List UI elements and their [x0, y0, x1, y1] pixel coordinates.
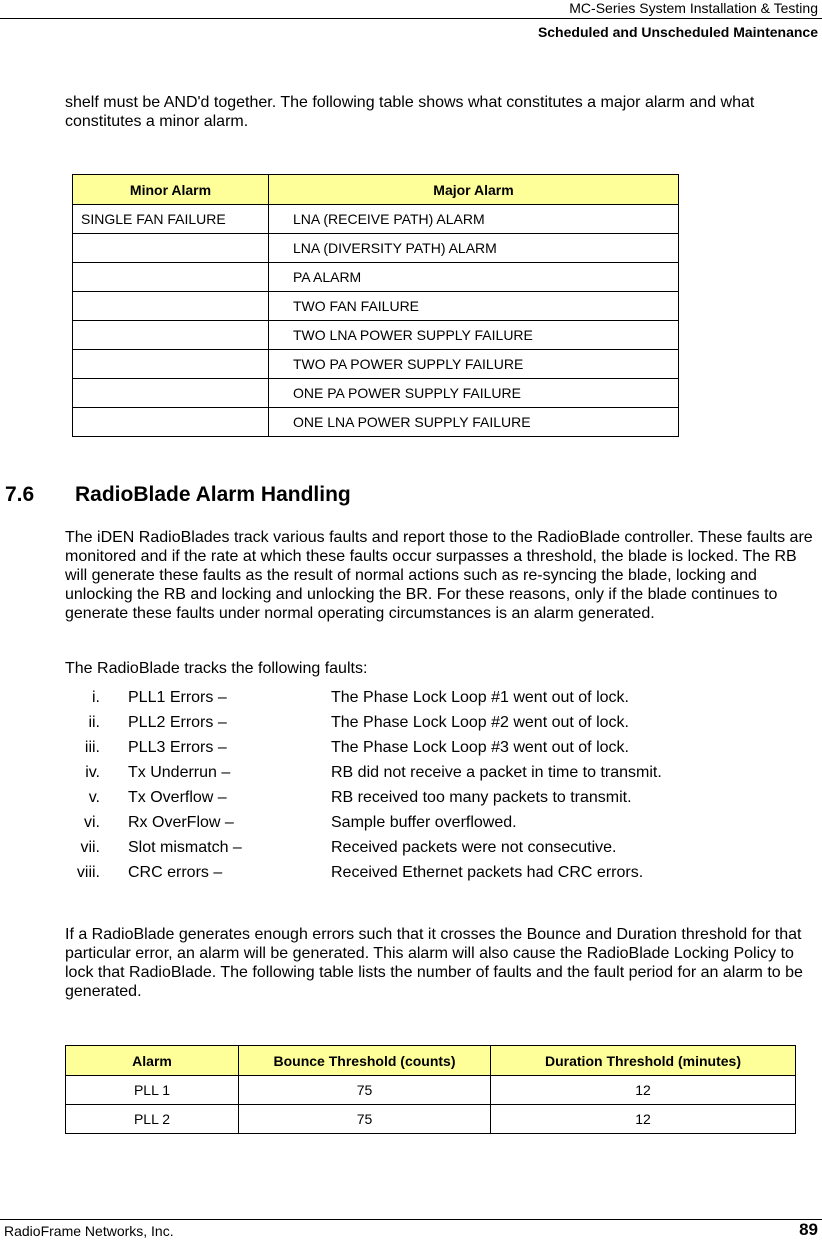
- body-paragraph: The iDEN RadioBlades track various faults and report those to the RadioBlade controller. These faults are monitored and if the rate at which these faults occur surpasses a threshold, the blade is locked. The RB will generate these faults as the result of normal actions such as re-syncing the blade, locking and unlocking the RB and locking and unlocking the BR. For these reasons, only if the blade continues to generate these faults under normal operating circumstances is an alarm generated.: [65, 529, 813, 622]
- table-cell: LNA (DIVERSITY PATH) ALARM: [269, 234, 679, 263]
- table-header-row: [73, 175, 679, 205]
- section-heading: [5, 483, 351, 507]
- intro-paragraph: shelf must be AND'd together. The following table shows what constitutes a major alarm and what constitutes a minor alarm.: [65, 94, 755, 130]
- table-cell: ONE LNA POWER SUPPLY FAILURE: [269, 408, 679, 437]
- table-cell: [73, 263, 269, 292]
- header-title: MC-Series System Installation & Testing: [569, 0, 818, 16]
- list-item-description: RB received too many packets to transmit.: [331, 789, 632, 806]
- table-cell: 75: [239, 1076, 491, 1105]
- list-item-description: Sample buffer overflowed.: [331, 814, 517, 831]
- list-item: [65, 764, 662, 789]
- table-row: [66, 1076, 796, 1105]
- column-header-major: Major Alarm: [269, 175, 679, 205]
- list-item: [65, 864, 662, 889]
- table-header-row: [66, 1046, 796, 1076]
- list-item-number: vii.: [80, 839, 100, 856]
- table-cell: PA ALARM: [269, 263, 679, 292]
- table-cell: PLL 2: [66, 1105, 239, 1134]
- table-row: [73, 234, 679, 263]
- list-item-description: RB did not receive a packet in time to transmit.: [331, 764, 662, 781]
- table-cell: 75: [239, 1105, 491, 1134]
- list-item-description: Received packets were not consecutive.: [331, 839, 617, 856]
- list-item-number: iii.: [84, 739, 100, 756]
- body-paragraph: If a RadioBlade generates enough errors such that it crosses the Bounce and Duration threshold for that particular error, an alarm will be generated. This alarm will also cause the RadioBlade Locking Policy to lock that RadioBlade. The following table lists the number of faults and the fault period for an alarm to be generated.: [65, 926, 803, 1000]
- list-item-name: PLL1 Errors –: [128, 689, 227, 706]
- table-cell: SINGLE FAN FAILURE: [73, 205, 269, 234]
- list-item: [65, 689, 662, 714]
- list-item-name: Tx Underrun –: [128, 764, 231, 781]
- table-row: [73, 350, 679, 379]
- list-item: [65, 814, 662, 839]
- table-row: [73, 321, 679, 350]
- fault-list: [65, 689, 662, 889]
- table-cell: [73, 379, 269, 408]
- section-number: 7.6: [5, 483, 35, 506]
- list-item-number: i.: [92, 689, 100, 706]
- table-row: [73, 292, 679, 321]
- table-row: [73, 379, 679, 408]
- list-item-name: Tx Overflow –: [128, 789, 227, 806]
- list-item-number: vi.: [84, 814, 100, 831]
- table-cell: LNA (RECEIVE PATH) ALARM: [269, 205, 679, 234]
- body-paragraph: The RadioBlade tracks the following faults:: [65, 660, 368, 677]
- list-item: [65, 789, 662, 814]
- threshold-table: [65, 1045, 796, 1134]
- list-item-name: Slot mismatch –: [128, 839, 242, 856]
- column-header-minor: Minor Alarm: [73, 175, 269, 205]
- table-cell: 12: [491, 1105, 796, 1134]
- table-row: [73, 408, 679, 437]
- column-header-duration: Duration Threshold (minutes): [491, 1046, 796, 1076]
- table-cell: 12: [491, 1076, 796, 1105]
- list-item-name: Rx OverFlow –: [128, 814, 234, 831]
- list-item: [65, 714, 662, 739]
- list-item-number: v.: [88, 789, 100, 806]
- list-item-description: Received Ethernet packets had CRC errors.: [331, 864, 644, 881]
- list-item-number: ii.: [88, 714, 100, 731]
- table-cell: ONE PA POWER SUPPLY FAILURE: [269, 379, 679, 408]
- table-cell: [73, 408, 269, 437]
- table-cell: PLL 1: [66, 1076, 239, 1105]
- table-cell: TWO LNA POWER SUPPLY FAILURE: [269, 321, 679, 350]
- footer-rule: [0, 1219, 822, 1220]
- alarm-classification-table: [72, 174, 679, 437]
- table-row: [66, 1105, 796, 1134]
- table-row: [73, 205, 679, 234]
- list-item-description: The Phase Lock Loop #1 went out of lock.: [331, 689, 629, 706]
- table-cell: TWO PA POWER SUPPLY FAILURE: [269, 350, 679, 379]
- column-header-bounce: Bounce Threshold (counts): [239, 1046, 491, 1076]
- list-item-name: PLL3 Errors –: [128, 739, 227, 756]
- table-cell: [73, 234, 269, 263]
- table-row: [73, 263, 679, 292]
- list-item-description: The Phase Lock Loop #2 went out of lock.: [331, 714, 629, 731]
- list-item-number: iv.: [85, 764, 100, 781]
- header-subtitle: Scheduled and Unscheduled Maintenance: [537, 24, 818, 40]
- table-cell: [73, 350, 269, 379]
- footer-company: RadioFrame Networks, Inc.: [4, 1223, 174, 1239]
- list-item-name: PLL2 Errors –: [128, 714, 227, 731]
- table-cell: [73, 292, 269, 321]
- list-item-description: The Phase Lock Loop #3 went out of lock.: [331, 739, 629, 756]
- section-title: RadioBlade Alarm Handling: [75, 483, 351, 506]
- column-header-alarm: Alarm: [66, 1046, 239, 1076]
- list-item: [65, 839, 662, 864]
- header-rule: [0, 18, 822, 19]
- page-number: 89: [799, 1220, 818, 1239]
- list-item: [65, 739, 662, 764]
- list-item-number: viii.: [76, 864, 100, 881]
- table-cell: [73, 321, 269, 350]
- list-item-name: CRC errors –: [128, 864, 223, 881]
- table-cell: TWO FAN FAILURE: [269, 292, 679, 321]
